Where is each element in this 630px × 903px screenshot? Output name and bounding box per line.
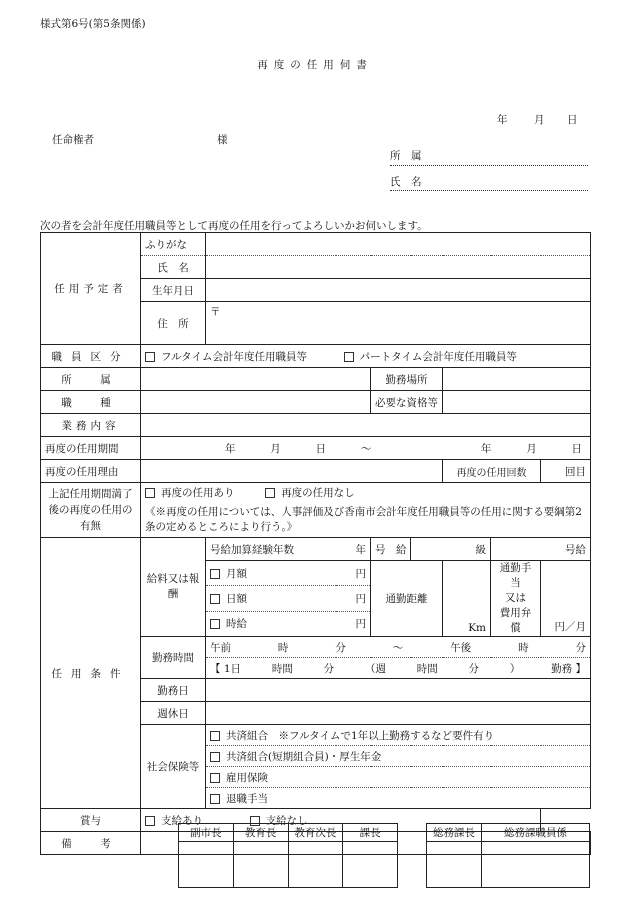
approval-edu-deputy: 教育次長 [288,824,343,842]
ins2-label: 共済組合(短期組合員)・厚生年金 [226,750,382,763]
ins3-checkbox[interactable] [210,773,220,783]
period-field[interactable] [141,437,591,460]
ins4-checkbox[interactable] [210,794,220,804]
week-open: （週 [364,662,386,675]
category-fulltime-label: フルタイム会計年度任用職員等 [161,350,307,363]
monthly-checkbox[interactable] [210,569,220,579]
quals-field[interactable] [443,391,591,414]
applicant-name-field[interactable] [390,190,588,191]
daily-checkbox[interactable] [210,594,220,604]
week-close: ） [509,662,521,675]
period-start-month: 月 [270,442,281,455]
pay-years-unit: 年 [355,543,366,556]
category-fulltime-checkbox[interactable] [145,352,155,362]
count-unit: 回目 [565,465,587,478]
workdays-field[interactable] [206,679,591,702]
reappoint-count-field[interactable] [541,460,591,483]
commute-allow-line2: 又は [505,592,526,604]
after-no-label: 再度の任用なし [281,487,355,499]
addressee-label: 任命権者 [52,134,94,146]
category-parttime-label: パートタイム会計年度任用職員等 [359,350,517,363]
bonus-label: 賞与 [41,809,141,832]
birth-label: 生年月日 [141,279,206,302]
week-minute: 分 [468,662,480,675]
monthly-yen: 円 [355,567,366,580]
commute-distance-label: 通勤距離 [371,561,443,637]
commute-allow-field[interactable] [541,561,591,637]
commute-allow-line3: 費用弁償 [499,607,532,634]
bracket-close: 】 [575,662,586,675]
dept-label: 所 属 [41,368,141,391]
hourly-yen: 円 [355,618,366,631]
date-month: 月 [534,114,545,126]
bonus-yes-label: 支給あり [161,814,203,827]
hours-range-field[interactable] [206,637,591,658]
hours-tilde: ～ [392,641,404,654]
holidays-field[interactable] [206,702,591,725]
applicant-dept-label: 所 属 [390,150,422,162]
day-hours: 時間 [271,662,293,675]
km-unit: Km [468,622,486,634]
hours-label: 勤務時間 [141,637,206,679]
seal-box[interactable] [343,842,398,888]
per-day: 1日 [223,662,242,675]
kyu-unit: 級 [475,543,486,556]
ins4-label: 退職手当 [226,792,268,805]
seal-box[interactable] [427,842,482,888]
seal-box[interactable] [233,842,288,888]
furigana-label: ふりがな [141,233,206,256]
pay-label: 給料又は報酬 [141,538,206,637]
after-yes-label: 再度の任用あり [161,487,235,499]
category-label: 職員区分 [41,345,141,368]
period-end-year: 年 [480,442,492,455]
hourly-checkbox[interactable] [210,619,220,629]
day-minute: 分 [323,662,335,675]
commute-allow-line1: 通勤手当 [499,562,532,589]
seal-box[interactable] [288,842,343,888]
workplace-field[interactable] [443,368,591,391]
approval-edu-chief: 教育長 [233,824,288,842]
period-label: 再度の任用期間 [41,437,141,460]
date-day: 日 [567,114,578,126]
gokyu-unit: 号給 [565,543,587,556]
yen-per-month: 円／月 [554,621,587,633]
address-label: 住 所 [141,302,206,345]
name-field[interactable] [206,256,591,279]
grade-label: 号 給 [371,538,411,561]
approval-section-chief: 課長 [343,824,398,842]
applicant-dept-field[interactable] [390,165,588,166]
bonus-no-label: 支給なし [265,814,308,827]
pm-minute: 分 [575,641,587,654]
duties-label: 業務内容 [41,414,141,437]
after-label: 上記任用期間満了後の再度の任用の有無 [41,483,141,538]
after-no-checkbox[interactable] [265,488,275,498]
applicant-name-label: 氏 名 [390,176,422,188]
after-note: 《※再度の任用については、人事評価及び香南市会計年度任用職員等の任用に関する要綱第2条の定めるところにより行う。》 [145,506,582,533]
daily-label: 日額 [226,592,247,605]
daily-yen: 円 [355,592,366,605]
bonus-yes-checkbox[interactable] [145,816,155,826]
furigana-field[interactable] [206,233,591,256]
quals-label: 必要な資格等 [371,391,443,414]
ins1-label: 共済組合 ※フルタイムで1年以上勤務するなど要件有り [226,729,495,742]
ins1-checkbox[interactable] [210,731,220,741]
am-minute: 分 [335,641,346,654]
am-label: 午前 [210,641,231,654]
remarks-label: 備 考 [41,832,141,855]
pay-header: 号給加算経験年数 [210,543,294,556]
bracket-open: 【 [210,662,221,675]
approval-general-affairs-chief: 総務課長 [427,824,482,842]
pm-label: 午後 [450,641,472,654]
period-end-month: 月 [526,442,537,455]
week-hours: 時間 [416,662,438,675]
name-label: 氏 名 [141,256,206,279]
form-number: 様式第6号(第5条関係) [40,18,146,30]
approval-vice-mayor: 副市長 [179,824,234,842]
after-yes-checkbox[interactable] [145,488,155,498]
reappoint-count-label: 再度の任用回数 [443,460,541,483]
reason-label: 再度の任用理由 [41,460,141,483]
approval-left-table [178,823,398,888]
holidays-label: 週休日 [141,702,206,725]
approval-right-table [426,823,590,888]
intro-text: 次の者を会計年度任用職員等として再度の任用を行ってよろしいかお伺いします。 [40,220,428,232]
seal-box[interactable] [482,842,590,888]
job-field[interactable] [141,391,371,414]
job-label: 職 種 [41,391,141,414]
period-tilde: ～ [360,442,372,455]
birth-field[interactable] [206,279,591,302]
address-field[interactable] [206,302,591,345]
workplace-label: 勤務場所 [371,368,443,391]
pm-hour: 時 [518,641,529,654]
insurance-label: 社会保険等 [141,725,206,809]
main-form-table [40,232,591,855]
ins2-checkbox[interactable] [210,752,220,762]
gokyu-field[interactable] [491,538,591,561]
conditions-label: 任用条件 [41,538,141,809]
page-title: 再度の任用伺書 [257,59,373,71]
period-end-day: 日 [571,442,582,455]
category-parttime-checkbox[interactable] [344,352,354,362]
seal-box[interactable] [179,842,234,888]
hourly-label: 時給 [226,618,247,631]
ins3-label: 雇用保険 [226,771,268,784]
date-year: 年 [497,114,508,126]
duties-field[interactable] [141,414,591,437]
kyu-field[interactable] [411,538,491,561]
approval-staff-section: 総務課職員係 [482,824,590,842]
dept-field[interactable] [141,368,371,391]
commute-distance-field[interactable] [443,561,491,637]
work-label: 勤務 [551,662,573,675]
person-group-label: 任用予定者 [41,233,141,345]
postal-mark: 〒 [210,306,221,318]
reason-field[interactable] [141,460,443,483]
monthly-label: 月額 [226,567,247,580]
period-start-year: 年 [225,442,236,455]
workdays-label: 勤務日 [141,679,206,702]
am-hour: 時 [277,641,289,654]
period-start-day: 日 [315,442,327,455]
hours-total-field[interactable] [206,658,591,679]
addressee-honorific: 様 [217,134,228,146]
